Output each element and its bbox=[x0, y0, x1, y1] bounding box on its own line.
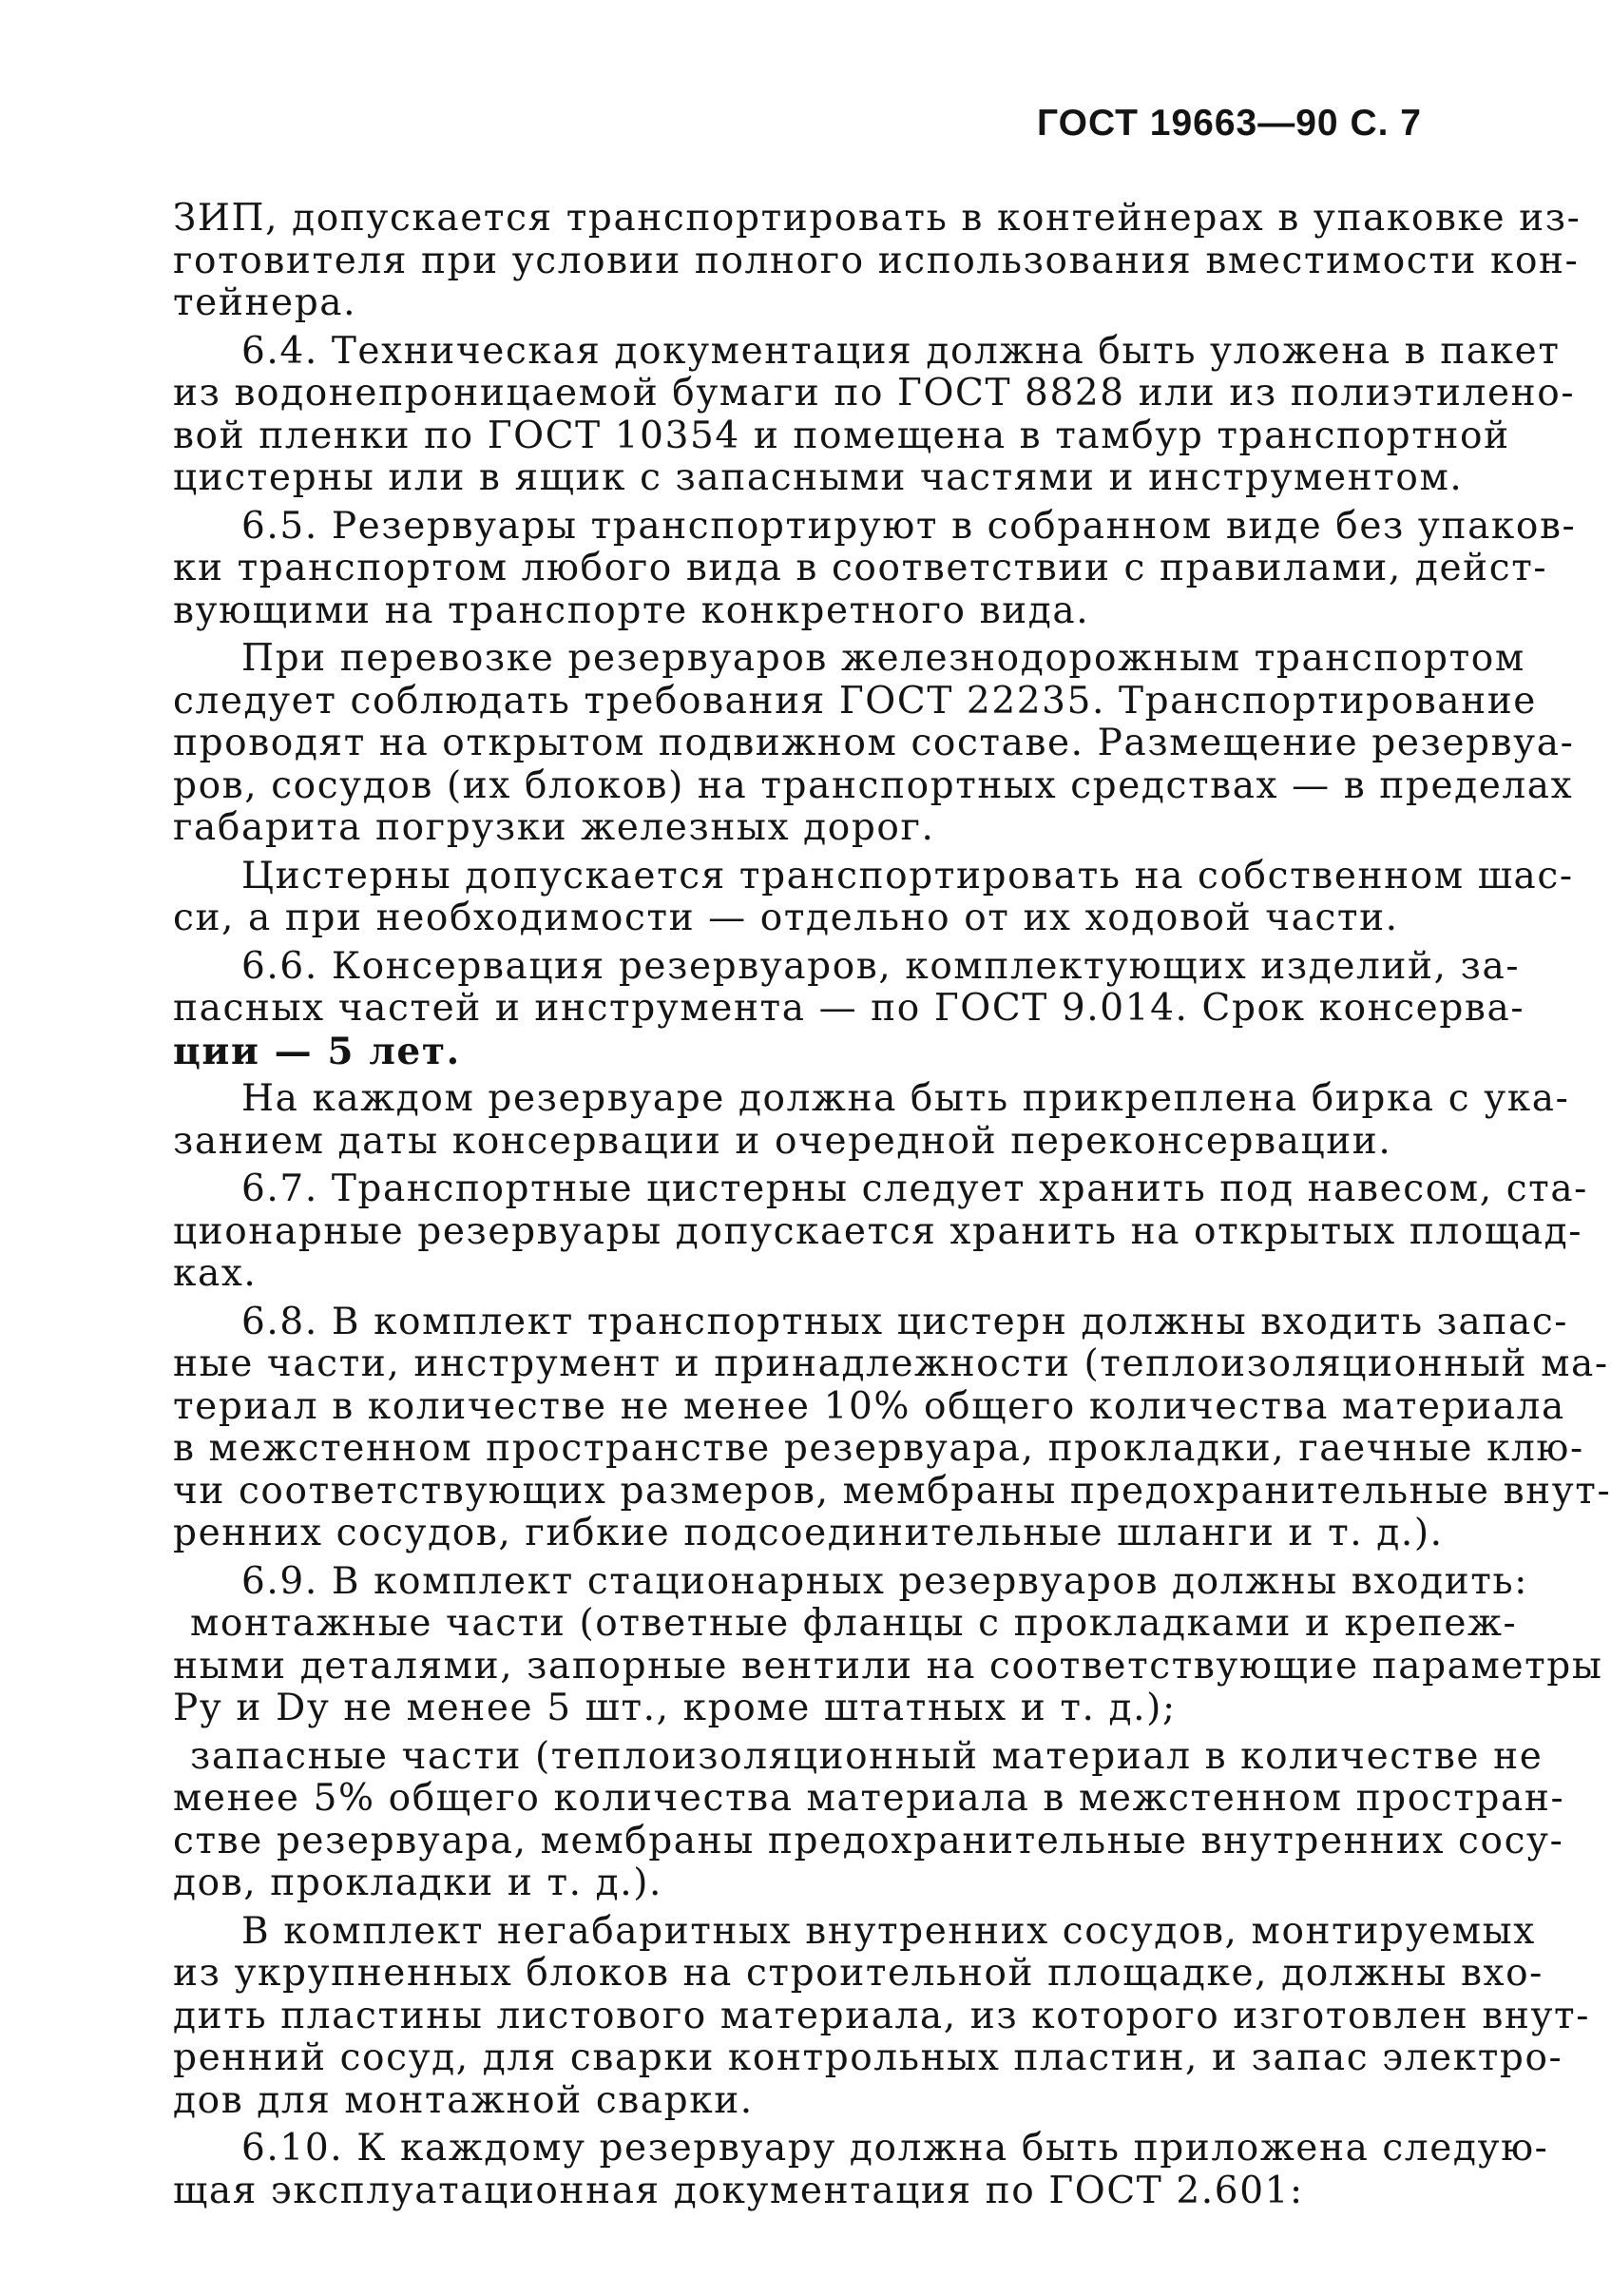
clause-6-10: 6.10. К каждому резервуару должна быть приложена следую- bbox=[241, 2127, 1549, 2170]
text-line: габарита погрузки железных дорог. bbox=[173, 806, 935, 849]
text-line: из укрупненных блоков на строительной площадке, должны вхо- bbox=[173, 1952, 1544, 1995]
paragraph-start: В комплект негабаритных внутренних сосудов, монтируемых bbox=[241, 1909, 1536, 1953]
clause-6-6: 6.6. Консервация резервуаров, комплектующих изделий, за- bbox=[241, 944, 1521, 988]
text-line: тейнера. bbox=[173, 281, 357, 324]
text-line: в межстенном пространстве резервуара, прокладки, гаечные клю- bbox=[173, 1427, 1584, 1470]
text-line: пасных частей и инструмента — по ГОСТ 9.014. Срок консерва- bbox=[173, 987, 1525, 1030]
text-line: вой пленки по ГОСТ 10354 и помещена в тамбур транспортной bbox=[173, 414, 1510, 457]
text-line: ренний сосуд, для сварки контрольных пластин, и запас электро- bbox=[173, 2036, 1563, 2079]
text-line: чи соответствующих размеров, мембраны предохранительные внут- bbox=[173, 1469, 1611, 1513]
clause-6-5: 6.5. Резервуары транспортируют в собранном виде без упаков- bbox=[241, 504, 1577, 548]
text-line: ные части, инструмент и принадлежности (теплоизоляционный ма- bbox=[173, 1342, 1609, 1385]
clause-6-9: 6.9. В комплект стационарных резервуаров должны входить: bbox=[241, 1559, 1528, 1603]
text-line: ках. bbox=[173, 1252, 258, 1295]
text-line: вующими на транспорте конкретного вида. bbox=[173, 588, 1090, 632]
text-line: следует соблюдать требования ГОСТ 22235. Транспортирование bbox=[173, 679, 1537, 723]
paragraph-start: Цистерны допускается транспортировать на собственном шас- bbox=[241, 854, 1574, 897]
document-body bbox=[173, 197, 1611, 2212]
text-line: стве резервуара, мембраны предохранительные внутренних сосу- bbox=[173, 1819, 1564, 1862]
text-line: ции — 5 лет. bbox=[173, 1029, 461, 1073]
text-line: ки транспортом любого вида в соответствии с правилами, дейст- bbox=[173, 547, 1548, 589]
list-item-start: запасные части (теплоизоляционный материал в количестве не bbox=[190, 1734, 1544, 1778]
text-line: териал в количестве не менее 10% общего количества материала bbox=[173, 1384, 1565, 1428]
text-line: ренних сосудов, гибкие подсоединительные шланги и т. д.). bbox=[173, 1512, 1444, 1554]
text-line: дов для монтажной сварки. bbox=[173, 2078, 754, 2122]
text-line: ными деталями, запорные вентили на соответствующие параметры bbox=[173, 1644, 1603, 1688]
text-line: дить пластины листового материала, из которого изготовлен внут- bbox=[173, 1994, 1590, 2037]
text-line: ЗИП, допускается транспортировать в контейнерах в упаковке из- bbox=[173, 197, 1582, 240]
text-line: си, а при необходимости — отдельно от их ходовой части. bbox=[173, 897, 1399, 939]
text-line: занием даты консервации и очередной переконсервации. bbox=[173, 1119, 1392, 1163]
text-line: проводят на открытом подвижном составе. Размещение резервуа- bbox=[173, 722, 1575, 764]
clause-6-8: 6.8. В комплект транспортных цистерн должны входить запас- bbox=[241, 1300, 1569, 1343]
text-line: цистерны или в ящик с запасными частями и инструментом. bbox=[173, 456, 1464, 499]
paragraph-start: На каждом резервуаре должна быть прикреплена бирка с ука- bbox=[241, 1077, 1570, 1120]
text-line: менее 5% общего количества материала в межстенном простран- bbox=[173, 1777, 1565, 1820]
clause-6-7: 6.7. Транспортные цистерны следует хранить под навесом, ста- bbox=[241, 1167, 1588, 1210]
clause-6-4: 6.4. Техническая документация должна быть уложена в пакет bbox=[241, 329, 1561, 373]
text-line: ров, сосудов (их блоков) на транспортных средствах — в пределах bbox=[173, 763, 1574, 807]
paragraph-start: При перевозке резервуаров железнодорожным транспортом bbox=[241, 637, 1525, 680]
text-line: из водонепроницаемой бумаги по ГОСТ 8828 или из полиэтилено- bbox=[173, 372, 1576, 415]
text-line: Pу и Dу не менее 5 шт., кроме штатных и т. д.); bbox=[173, 1687, 1177, 1729]
text-line: ционарные резервуары допускается хранить на открытых площад- bbox=[173, 1209, 1583, 1253]
text-line: дов, прокладки и т. д.). bbox=[173, 1862, 663, 1904]
page-header: ГОСТ 19663—90 С. 7 bbox=[1037, 103, 1422, 144]
list-item-start: монтажные части (ответные фланцы с прокладками и крепеж- bbox=[190, 1602, 1518, 1645]
text-line: щая эксплуатационная документация по ГОСТ 2.601: bbox=[173, 2169, 1304, 2212]
text-line: готовителя при условии полного использования вместимости кон- bbox=[173, 239, 1580, 282]
